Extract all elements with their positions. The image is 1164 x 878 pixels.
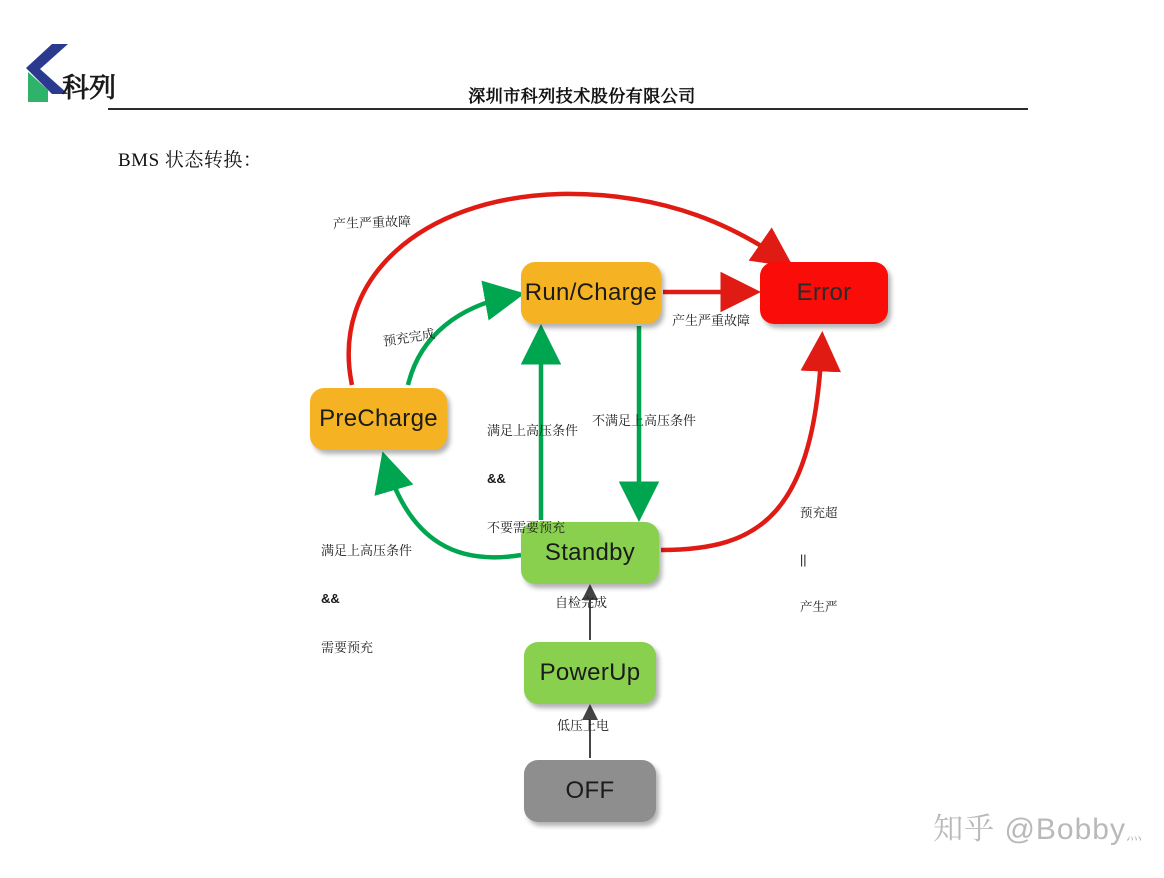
edge-label-standby-to-run [487, 390, 578, 569]
state-node-powerup[interactable] [524, 642, 656, 704]
watermark-text: 知乎 @Bobby [933, 813, 1126, 846]
watermark [933, 804, 1142, 848]
page-title: BMS 状态转换： [118, 150, 263, 171]
edge-label-line-2: || [800, 553, 807, 568]
edge-label-line-1: 满足上高压条件 [487, 422, 579, 438]
state-node-precharge[interactable] [310, 388, 447, 450]
edge-label-line-2: && [487, 471, 506, 487]
state-node-error[interactable] [760, 262, 888, 324]
state-node-off[interactable] [524, 760, 656, 822]
state-node-run-charge[interactable] [521, 262, 661, 324]
edge-label-off-to-powerup: 低压上电 [557, 718, 610, 733]
state-label-error: Error [796, 279, 852, 306]
edge-label-line-3: 不要需要预充 [487, 520, 566, 535]
state-label-run-charge: Run/Charge [524, 279, 658, 306]
edge-label-line-2: && [321, 591, 340, 607]
edge-label-standby-to-error [800, 475, 838, 647]
state-label-powerup: PowerUp [539, 659, 641, 686]
header-company-name: 深圳市科列技术股份有限公司 [468, 87, 696, 106]
state-machine-diagram [0, 170, 1164, 870]
edge-label-line-1: 满足上高压条件 [321, 542, 413, 558]
watermark-suffix: 灬 [1125, 826, 1142, 843]
edge-label-line-3: 产生严 [800, 600, 838, 614]
edge-standby-to-error [661, 340, 822, 550]
edge-label-powerup-to-standby: 自检完成 [555, 595, 608, 610]
edge-label-run-to-standby: 不满足上高压条件 [592, 413, 697, 428]
svg-text:科列: 科列 [62, 73, 116, 103]
edge-label-precharge-to-run: 预充完成 [382, 326, 436, 349]
state-label-precharge: PreCharge [319, 405, 438, 432]
edge-label-line-1: 预充超 [800, 506, 838, 521]
edge-label-run-to-error: 产生严重故障 [672, 313, 751, 328]
page-header [0, 0, 1164, 120]
header-divider [108, 108, 1028, 110]
edge-label-precharge-to-error: 产生严重故障 [332, 213, 412, 232]
edge-label-standby-to-precharge [321, 510, 412, 689]
state-label-standby: Standby [544, 539, 636, 566]
state-label-off: OFF [565, 777, 615, 804]
edge-label-line-3: 需要预充 [321, 640, 374, 655]
